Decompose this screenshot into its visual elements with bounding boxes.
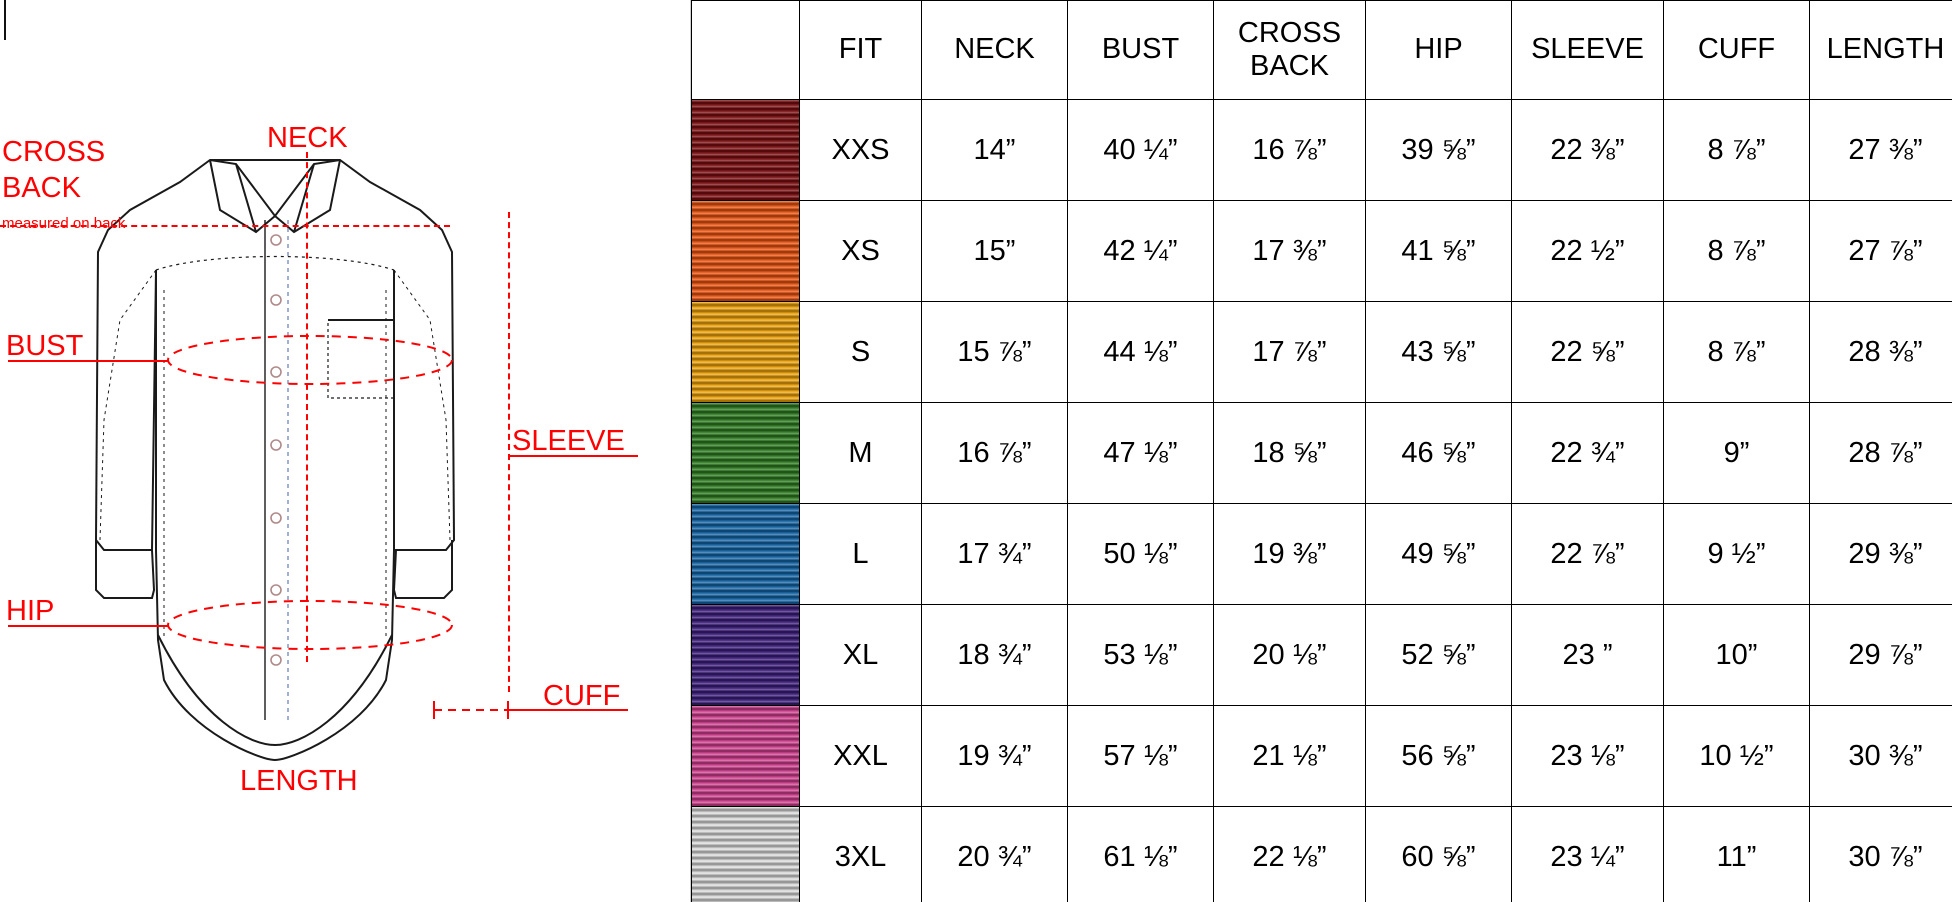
fabric-swatch xyxy=(692,605,799,705)
cell-cuff: 9” xyxy=(1664,403,1810,504)
fabric-swatch-cell xyxy=(692,403,800,504)
sleeve-label: SLEEVE xyxy=(512,425,625,457)
cell-length: 28 ⅜” xyxy=(1810,302,1952,403)
hip-label: HIP xyxy=(6,595,55,627)
cell-hip: 60 ⅝” xyxy=(1366,807,1512,902)
header-cross-back-line2: BACK xyxy=(1250,50,1329,82)
cell-neck: 17 ¾” xyxy=(922,504,1068,605)
cuff-label: CUFF xyxy=(543,680,621,712)
cell-cross-back: 16 ⅞” xyxy=(1214,100,1366,201)
cell-neck: 14” xyxy=(922,100,1068,201)
header-swatch xyxy=(692,1,800,100)
header-length: LENGTH xyxy=(1810,1,1952,100)
cell-cross-back: 17 ⅞” xyxy=(1214,302,1366,403)
table-row xyxy=(692,504,1952,605)
cell-length: 29 ⅞” xyxy=(1810,605,1952,706)
cell-cuff: 8 ⅞” xyxy=(1664,100,1810,201)
table-header-row xyxy=(692,1,1952,100)
table-row xyxy=(692,605,1952,706)
cell-sleeve: 22 ¾” xyxy=(1512,403,1664,504)
cell-hip: 41 ⅝” xyxy=(1366,201,1512,302)
cell-fit: M xyxy=(800,403,922,504)
cell-hip: 46 ⅝” xyxy=(1366,403,1512,504)
cell-hip: 56 ⅝” xyxy=(1366,706,1512,807)
fabric-swatch-cell xyxy=(692,201,800,302)
length-label: LENGTH xyxy=(240,765,358,797)
cell-bust: 50 ⅛” xyxy=(1068,504,1214,605)
fabric-swatch-cell xyxy=(692,807,800,902)
shirt-diagram-panel xyxy=(0,0,691,902)
size-chart-table xyxy=(691,0,1952,902)
cell-sleeve: 22 ⅜” xyxy=(1512,100,1664,201)
fabric-swatch-cell xyxy=(692,100,800,201)
cell-cross-back: 19 ⅜” xyxy=(1214,504,1366,605)
cell-hip: 49 ⅝” xyxy=(1366,504,1512,605)
cell-neck: 20 ¾” xyxy=(922,807,1068,902)
cell-neck: 18 ¾” xyxy=(922,605,1068,706)
cell-cuff: 9 ½” xyxy=(1664,504,1810,605)
size-table-panel xyxy=(691,0,1952,902)
cell-hip: 39 ⅝” xyxy=(1366,100,1512,201)
cell-hip: 43 ⅝” xyxy=(1366,302,1512,403)
cell-length: 30 ⅜” xyxy=(1810,706,1952,807)
cell-cuff: 8 ⅞” xyxy=(1664,302,1810,403)
fabric-swatch xyxy=(692,504,799,604)
cell-sleeve: 23 ” xyxy=(1512,605,1664,706)
neck-label: NECK xyxy=(267,122,348,154)
cell-cross-back: 17 ⅜” xyxy=(1214,201,1366,302)
fabric-swatch-cell xyxy=(692,504,800,605)
fabric-swatch xyxy=(692,706,799,806)
cell-cuff: 8 ⅞” xyxy=(1664,201,1810,302)
table-row xyxy=(692,201,1952,302)
cell-bust: 42 ¼” xyxy=(1068,201,1214,302)
cell-fit: L xyxy=(800,504,922,605)
cell-hip: 52 ⅝” xyxy=(1366,605,1512,706)
cell-bust: 53 ⅛” xyxy=(1068,605,1214,706)
cell-neck: 19 ¾” xyxy=(922,706,1068,807)
cell-bust: 40 ¼” xyxy=(1068,100,1214,201)
page-edge-mark xyxy=(4,0,6,40)
cross-back-label-line1: CROSS xyxy=(2,136,106,168)
cell-length: 29 ⅜” xyxy=(1810,504,1952,605)
cross-back-label-line2: BACK xyxy=(2,172,81,204)
header-sleeve: SLEEVE xyxy=(1512,1,1664,100)
fabric-swatch-cell xyxy=(692,706,800,807)
cell-fit: XXS xyxy=(800,100,922,201)
cell-length: 30 ⅞” xyxy=(1810,807,1952,902)
table-row xyxy=(692,807,1952,902)
fabric-swatch xyxy=(692,201,799,301)
cell-bust: 57 ⅛” xyxy=(1068,706,1214,807)
cross-back-note: measured on back xyxy=(2,215,126,232)
fabric-swatch xyxy=(692,403,799,503)
cell-fit: 3XL xyxy=(800,807,922,902)
fabric-swatch-cell xyxy=(692,605,800,706)
bust-guide-ellipse xyxy=(160,330,460,390)
cell-cuff: 10 ½” xyxy=(1664,706,1810,807)
cell-sleeve: 23 ¼” xyxy=(1512,807,1664,902)
table-body xyxy=(692,100,1952,902)
cell-sleeve: 22 ⅝” xyxy=(1512,302,1664,403)
cell-bust: 61 ⅛” xyxy=(1068,807,1214,902)
cell-neck: 15” xyxy=(922,201,1068,302)
cell-sleeve: 23 ⅛” xyxy=(1512,706,1664,807)
fabric-swatch xyxy=(692,100,799,200)
cell-fit: XXL xyxy=(800,706,922,807)
header-cross-back xyxy=(1214,1,1366,100)
bust-label: BUST xyxy=(6,330,84,362)
header-cross-back-line1: CROSS xyxy=(1237,16,1342,49)
cell-neck: 16 ⅞” xyxy=(922,403,1068,504)
cell-bust: 44 ⅛” xyxy=(1068,302,1214,403)
header-hip: HIP xyxy=(1366,1,1512,100)
fabric-swatch xyxy=(692,302,799,402)
fabric-swatch xyxy=(692,807,799,902)
table-row xyxy=(692,403,1952,504)
cell-fit: S xyxy=(800,302,922,403)
header-neck: NECK xyxy=(922,1,1068,100)
table-row xyxy=(692,100,1952,201)
cell-cross-back: 20 ⅛” xyxy=(1214,605,1366,706)
cell-sleeve: 22 ⅞” xyxy=(1512,504,1664,605)
cell-cross-back: 21 ⅛” xyxy=(1214,706,1366,807)
fabric-swatch-cell xyxy=(692,302,800,403)
cell-neck: 15 ⅞” xyxy=(922,302,1068,403)
header-fit: FIT xyxy=(800,1,922,100)
hip-guide-ellipse xyxy=(160,595,460,655)
cell-length: 28 ⅞” xyxy=(1810,403,1952,504)
neck-guide-line xyxy=(306,152,308,662)
table-row xyxy=(692,706,1952,807)
cell-cross-back: 18 ⅝” xyxy=(1214,403,1366,504)
cell-cuff: 11” xyxy=(1664,807,1810,902)
cell-fit: XL xyxy=(800,605,922,706)
cuff-guide-bracket xyxy=(428,695,518,725)
cell-cuff: 10” xyxy=(1664,605,1810,706)
header-bust: BUST xyxy=(1068,1,1214,100)
cell-length: 27 ⅜” xyxy=(1810,100,1952,201)
cell-bust: 47 ⅛” xyxy=(1068,403,1214,504)
table-row xyxy=(692,302,1952,403)
cell-fit: XS xyxy=(800,201,922,302)
cell-sleeve: 22 ½” xyxy=(1512,201,1664,302)
sleeve-guide-line xyxy=(508,212,510,692)
cell-cross-back: 22 ⅛” xyxy=(1214,807,1366,902)
cell-length: 27 ⅞” xyxy=(1810,201,1952,302)
header-cuff: CUFF xyxy=(1664,1,1810,100)
